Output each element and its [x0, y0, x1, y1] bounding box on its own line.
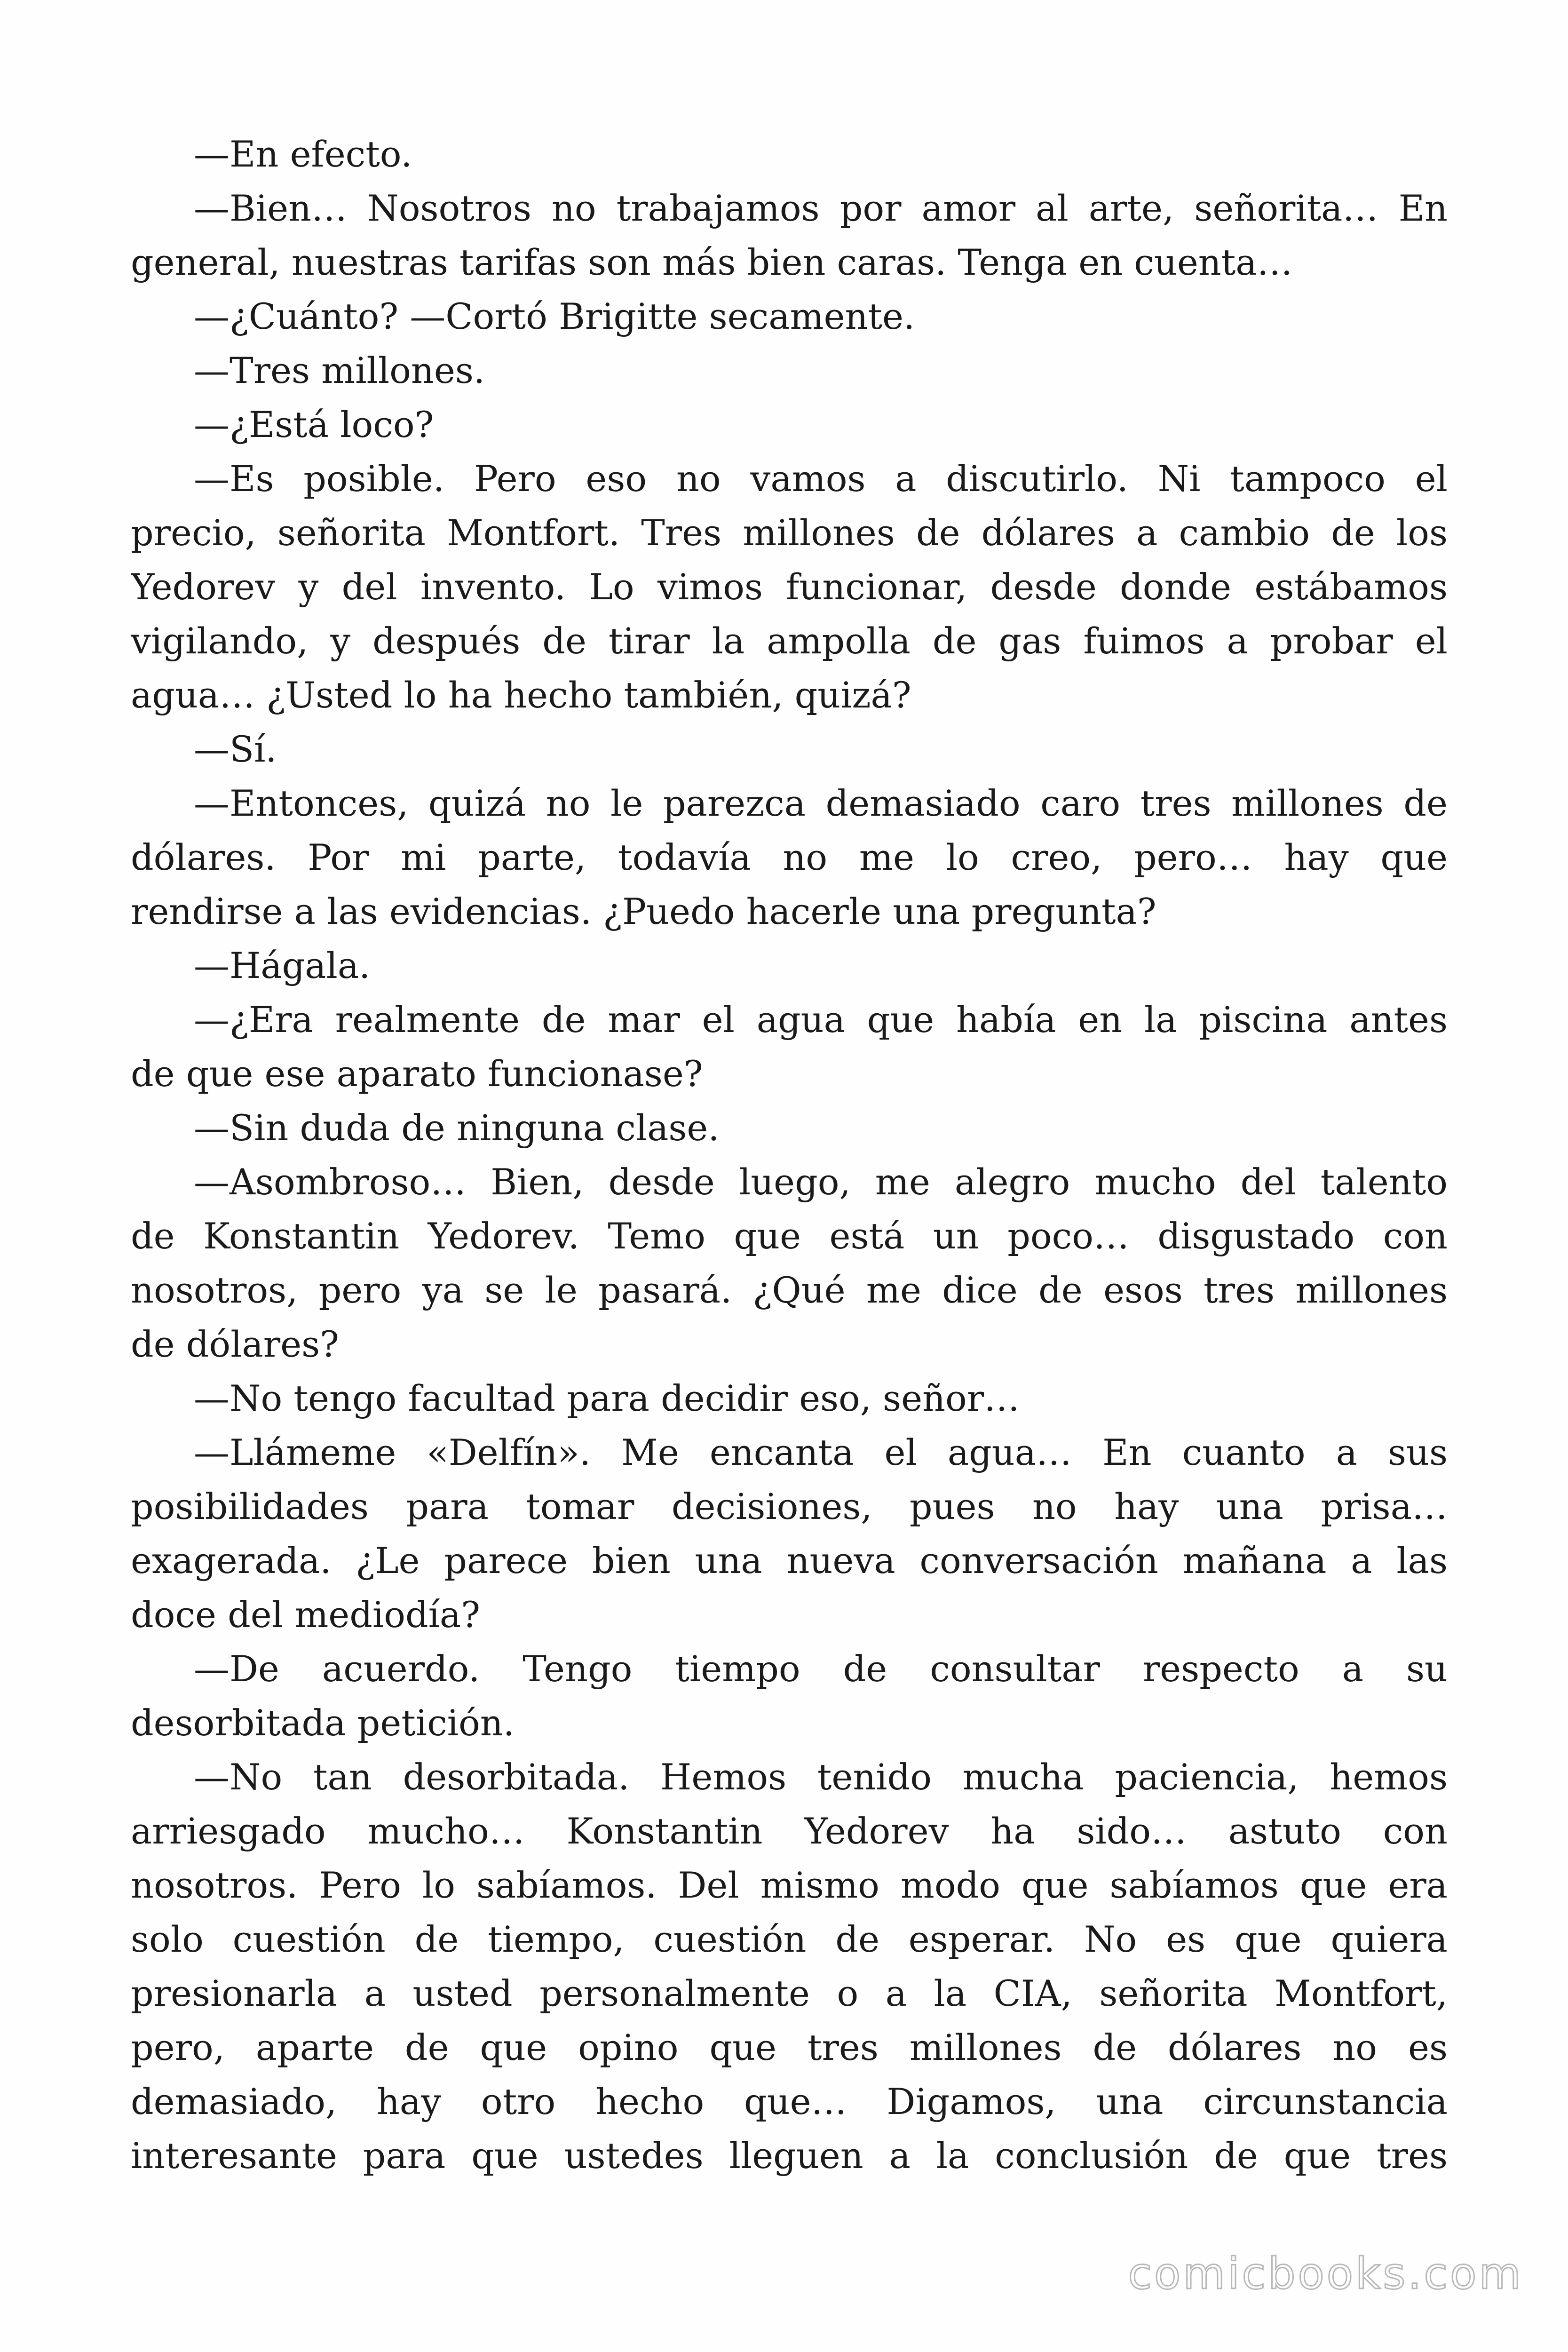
text-line: —¿Está loco?	[194, 404, 434, 445]
text-line: —Es posible. Pero eso no vamos a discutirlo. Ni tampoco el	[194, 458, 1448, 500]
text-line: demasiado, hay otro hecho que… Digamos, una circunstancia	[131, 2081, 1448, 2122]
text-line: rendirse a las evidencias. ¿Puedo hacerle una pregunta?	[131, 890, 1156, 932]
text-line: —Llámeme «Delfín». Me encanta el agua… En cuanto a sus	[194, 1431, 1448, 1473]
text-line: vigilando, y después de tirar la ampolla de gas fuimos a probar el	[131, 620, 1448, 662]
text-line: posibilidades para tomar decisiones, pues no hay una prisa…	[131, 1486, 1448, 1527]
text-line: nosotros. Pero lo sabíamos. Del mismo modo que sabíamos que era	[131, 1864, 1448, 1906]
text-line: —Sí.	[194, 728, 277, 770]
text-line: —¿Cuánto? —Cortó Brigitte secamente.	[194, 295, 915, 337]
text-line: —De acuerdo. Tengo tiempo de consultar respecto a su	[194, 1648, 1448, 1690]
text-line: dólares. Por mi parte, todavía no me lo creo, pero… hay que	[131, 836, 1448, 878]
text-line: nosotros, pero ya se le pasará. ¿Qué me dice de esos tres millones	[131, 1269, 1448, 1311]
text-line: pero, aparte de que opino que tres millones de dólares no es	[131, 2026, 1448, 2068]
text-line: —Sin duda de ninguna clase.	[194, 1107, 720, 1149]
text-line: desorbitada petición.	[131, 1702, 515, 1744]
text-line: de Konstantin Yedorev. Temo que está un poco… disgustado con	[131, 1215, 1448, 1257]
text-line: —Hágala.	[194, 945, 371, 986]
text-line: —En efecto.	[194, 133, 412, 175]
text-line: general, nuestras tarifas son más bien caras. Tenga en cuenta…	[131, 241, 1293, 283]
text-line: agua… ¿Usted lo ha hecho también, quizá?	[131, 674, 911, 716]
text-line: solo cuestión de tiempo, cuestión de esperar. No es que quiera	[131, 1918, 1448, 1960]
page-text	[131, 127, 1448, 2183]
text-line: —No tengo facultad para decidir eso, señor…	[194, 1377, 1020, 1419]
text-line: —¿Era realmente de mar el agua que había en la piscina antes	[194, 999, 1448, 1041]
text-line: de que ese aparato funcionase?	[131, 1053, 703, 1095]
text-line: —Entonces, quizá no le parezca demasiado caro tres millones de	[194, 782, 1448, 824]
text-line: exagerada. ¿Le parece bien una nueva conversación mañana a las	[131, 1540, 1448, 1581]
text-line: —Bien… Nosotros no trabajamos por amor al arte, señorita… En	[194, 187, 1448, 229]
watermark: comicbooks.com	[1128, 2249, 1523, 2299]
text-line: precio, señorita Montfort. Tres millones de dólares a cambio de los	[131, 512, 1448, 554]
text-line: —Asombroso… Bien, desde luego, me alegro mucho del talento	[194, 1161, 1448, 1203]
text-line: Yedorev y del invento. Lo vimos funcionar, desde donde estábamos	[131, 566, 1448, 608]
text-line: —No tan desorbitada. Hemos tenido mucha paciencia, hemos	[194, 1756, 1448, 1798]
text-line: presionarla a usted personalmente o a la CIA, señorita Montfort,	[131, 1972, 1448, 2014]
text-line: doce del mediodía?	[131, 1594, 480, 1636]
text-line: interesante para que ustedes lleguen a la conclusión de que tres	[131, 2135, 1448, 2177]
text-line: arriesgado mucho… Konstantin Yedorev ha sido… astuto con	[131, 1810, 1448, 1852]
text-line: —Tres millones.	[194, 350, 485, 391]
text-line: de dólares?	[131, 1323, 339, 1365]
